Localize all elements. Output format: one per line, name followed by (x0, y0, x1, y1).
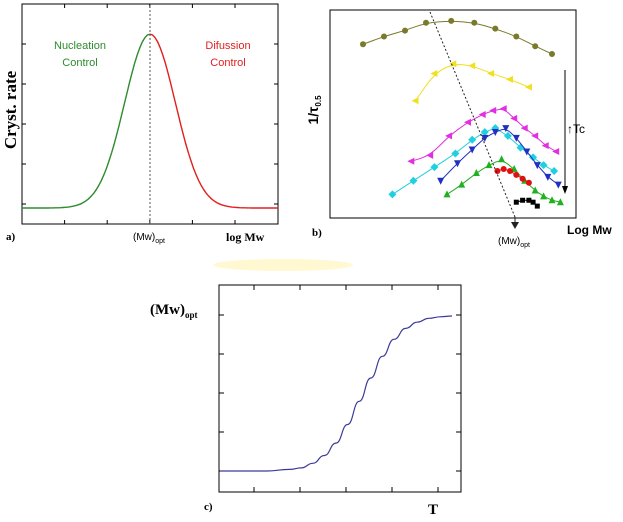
panel-b-opt-line (430, 12, 515, 217)
panel-b-point (549, 196, 556, 203)
nucleation-label: Nucleation (54, 40, 106, 52)
panel-b-point (409, 177, 417, 185)
panel-b-point (500, 105, 507, 112)
panel-b-point (535, 204, 540, 209)
panel-b-letter: b) (312, 227, 322, 239)
panel-b-point (507, 168, 513, 174)
panel-c (150, 285, 461, 518)
panel-b-point (498, 155, 505, 162)
panel-b-point (525, 84, 532, 91)
panel-b-point (402, 28, 408, 34)
panel-b-point (388, 190, 396, 198)
panel-b-point (437, 178, 444, 185)
panel-b-xtick: $(Mw)_{opt}$ (498, 236, 530, 249)
panel-b-point (407, 158, 414, 165)
panel-c-letter: c) (204, 501, 213, 513)
nucleation-label-2: Control (62, 57, 98, 69)
panel-b-point (552, 148, 559, 155)
panel-b-point (445, 132, 452, 139)
panel-b-point (520, 176, 526, 182)
panel-b-point (471, 20, 477, 26)
panel-a-xtick: $(Mw)_{opt}$ (133, 232, 165, 245)
panel-c-ylabel: $(Mw)_{opt}$ (150, 302, 198, 320)
panel-a-xlabel: log Mw (226, 230, 265, 244)
panel-b-point (489, 107, 496, 114)
panel-b-series (360, 18, 564, 209)
panel-a (1, 4, 278, 245)
panel-b-point (458, 181, 465, 188)
panel-b-point (381, 33, 387, 39)
panel-b-opt-arrowhead (511, 222, 519, 229)
tc-label: ↑Tc (567, 122, 585, 136)
panel-b-point (506, 76, 513, 83)
panel-c-xlabel: T (428, 502, 439, 518)
panel-b-point (513, 172, 519, 178)
panel-c-frame (219, 285, 461, 492)
panel-b (305, 10, 612, 249)
panel-b-point (550, 167, 558, 175)
panel-b-point (540, 161, 548, 169)
panel-b-point (492, 26, 498, 32)
panel-b-series-line (416, 65, 529, 101)
panel-b-point (544, 174, 551, 181)
tc-arrowhead (562, 186, 568, 194)
panel-b-xlabel: Log Mw (567, 223, 612, 237)
panel-b-point (426, 152, 433, 159)
panel-b-point (555, 182, 562, 189)
panel-b-point (526, 180, 532, 186)
panel-b-point (448, 18, 454, 24)
panel-b-point (487, 70, 494, 77)
panel-a-ylabel: Cryst. rate (1, 70, 20, 150)
panel-b-point (492, 129, 499, 136)
panel-b-point (473, 169, 480, 176)
panel-b-point (549, 51, 555, 57)
panel-b-point (360, 41, 366, 47)
panel-c-ticks (219, 285, 461, 492)
panel-b-point (481, 128, 489, 136)
diffusion-label-2: Control (210, 57, 246, 69)
panel-b-series-line (441, 129, 559, 184)
panel-b-point (514, 200, 519, 205)
panel-b-point (479, 111, 486, 118)
panel-b-point (423, 20, 429, 26)
panel-b-ylabel: $1/\tau_{0.5}$ (305, 95, 323, 125)
decorative-smudge (213, 259, 353, 271)
diffusion-label: Difussion (205, 40, 251, 52)
panel-b-series-line (363, 21, 552, 54)
panel-b-point (430, 163, 438, 171)
panel-b-point (532, 43, 538, 49)
panel-b-point (520, 198, 525, 203)
panel-b-point (540, 192, 547, 199)
panel-b-point (513, 33, 519, 39)
panel-b-point (444, 190, 451, 197)
panel-a-letter: a) (6, 231, 16, 243)
panel-b-point (468, 62, 475, 69)
panel-b-frame (330, 10, 576, 218)
panel-c-curve (220, 316, 452, 471)
panel-b-point (501, 166, 507, 172)
panel-b-point (412, 97, 419, 104)
